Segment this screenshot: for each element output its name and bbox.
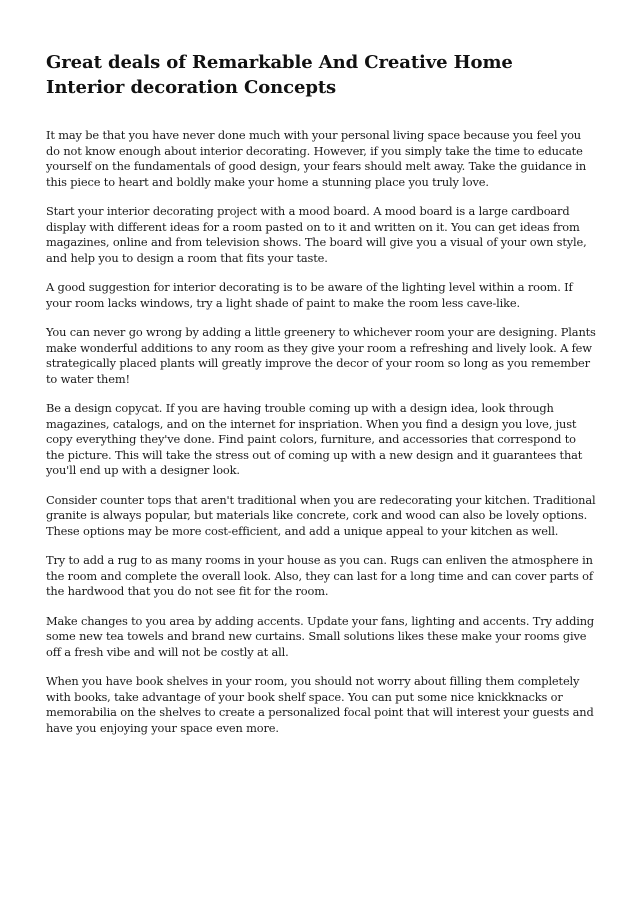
paragraph-1: It may be that you have never done much with your personal living space because you feel you do not know enough about interior decorating. However, if you simply take the time to educate yourself on the fundamentals of good design, your fears should melt away. Take the guidance in this piece to heart and boldly make your home a stunning place you truly love. (46, 128, 587, 189)
paragraph-6: Consider counter tops that aren't traditional when you are redecorating your kitchen. Traditional granite is always popular, but materials like concrete, cork and wood can also be lovely options. These options may be more cost-efficient, and add a unique appeal to your kitchen as well. (46, 492, 596, 538)
paragraph-2: Start your interior decorating project with a mood board. A mood board is a large cardboard display with different ideas for a room pasted on to it and written on it. You can get ideas from magazines, online and from television shows. The board will give you a visual of your own style, and help you to design a room that fits your taste. (46, 204, 587, 265)
paragraph-8: Make changes to you area by adding accents. Update your fans, lighting and accents. Try adding some new tea towels and brand new curtains. Small solutions likes these make your rooms give off a fresh vibe and will not be costly at all. (46, 613, 595, 659)
paragraph-5: Be a design copycat. If you are having trouble coming up with a design idea, look through magazines, catalogs, and on the internet for inspriation. When you find a design you love, just copy everything they've done. Find paint colors, furniture, and accessories that correspond to the picture. This will take the stress out of coming up with a new design and it guarantees that you'll end up with a designer look. (46, 401, 583, 477)
document-title: Great deals of Remarkable And Creative Home Interior decoration Concepts (46, 52, 513, 98)
paragraph-7: Try to add a rug to as many rooms in your house as you can. Rugs can enliven the atmosphere in the room and complete the overall look. Also, they can last for a long time and can cover parts of the hardwood that you do not see fit for the room. (46, 553, 593, 598)
paragraph-3: A good suggestion for interior decorating is to be aware of the lighting level within a room. If your room lacks windows, try a light shade of paint to make the room less cave-like. (46, 280, 573, 310)
document-body (46, 128, 596, 736)
paragraph-4: You can never go wrong by adding a little greenery to whichever room your are designing. Plants make wonderful additions to any room as they give your room a refreshing and lively look. A few strategically placed plants will greatly improve the decor of your room so long as you remember to water them! (46, 325, 596, 386)
document-page (46, 50, 596, 750)
paragraph-9: When you have book shelves in your room, you should not worry about filling them completely with books, take advantage of your book shelf space. You can put some nice knickknacks or memorabilia on the shelves to create a personalized focal point that will interest your guests and have you enjoying your space even more. (46, 674, 594, 735)
